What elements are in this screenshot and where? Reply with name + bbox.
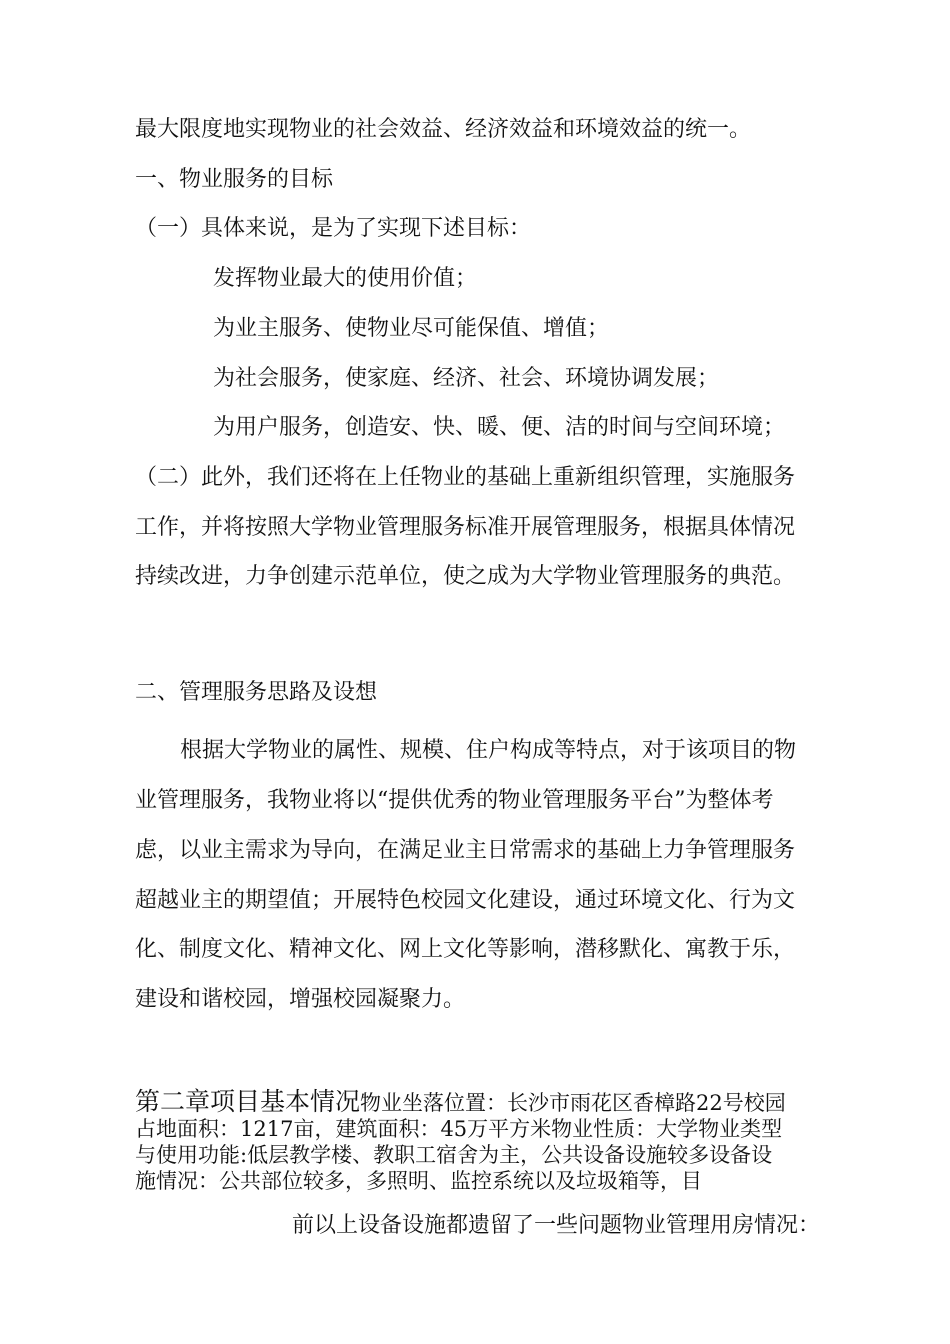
chapter-line-text: 物业坐落位置：长沙市雨花区香樟路22号校园 [360,1091,786,1115]
subsection-1: （一）具体来说，是为了实现下述目标： [135,216,532,241]
goal-item: 为用户服务，创造安、快、暖、便、洁的时间与空间环境； [213,415,786,440]
goal-item: 为社会服务，使家庭、经济、社会、环境协调发展； [213,366,720,391]
chapter-title: 第二章项目基本情况 [135,1087,361,1116]
subsection-2-line: （二）此外，我们还将在上任物业的基础上重新组织管理，实施服务 [135,465,796,490]
approach-paragraph-line: 根据大学物业的属性、规模、住户构成等特点，对于该项目的物 [180,738,797,763]
chapter-info-line: 施情况：公共部位较多，多照明、监控系统以及垃圾箱等，目 [135,1169,702,1193]
goal-item: 发挥物业最大的使用价值； [213,266,478,291]
goal-item: 为业主服务、使物业尽可能保值、增值； [213,316,610,341]
approach-paragraph-line: 业管理服务，我物业将以“提供优秀的物业管理服务平台”为整体考 [135,788,774,813]
section-heading-goals: 一、物业服务的目标 [135,167,334,192]
chapter-last-line: 前以上设备设施都遗留了一些问题物业管理用房情况： [292,1213,821,1238]
chapter-info-line: 与使用功能:低层教学楼、教职工宿舍为主，公共设备设施较多设备设 [135,1143,773,1167]
approach-paragraph-line: 化、制度文化、精神文化、网上文化等影响，潜移默化、寓教于乐， [135,937,796,962]
approach-paragraph-line: 虑，以业主需求为导向，在满足业主日常需求的基础上力争管理服务 [135,838,796,863]
chapter-info-line: 占地面积：1217亩，建筑面积：45万平方米物业性质：大学物业类型 [135,1117,783,1141]
approach-paragraph-line: 超越业主的期望值；开展特色校园文化建设，通过环境文化、行为文 [135,888,796,913]
subsection-2-line: 工作，并将按照大学物业管理服务标准开展管理服务，根据具体情况 [135,515,796,540]
subsection-2-line: 持续改进，力争创建示范单位，使之成为大学物业管理服务的典范。 [135,564,796,589]
chapter-2-first-line [135,1088,786,1118]
intro-line: 最大限度地实现物业的社会效益、经济效益和环境效益的统一。 [135,117,752,142]
approach-paragraph-line: 建设和谐校园，增强校园凝聚力。 [135,987,466,1012]
section-heading-approach: 二、管理服务思路及设想 [135,680,378,705]
